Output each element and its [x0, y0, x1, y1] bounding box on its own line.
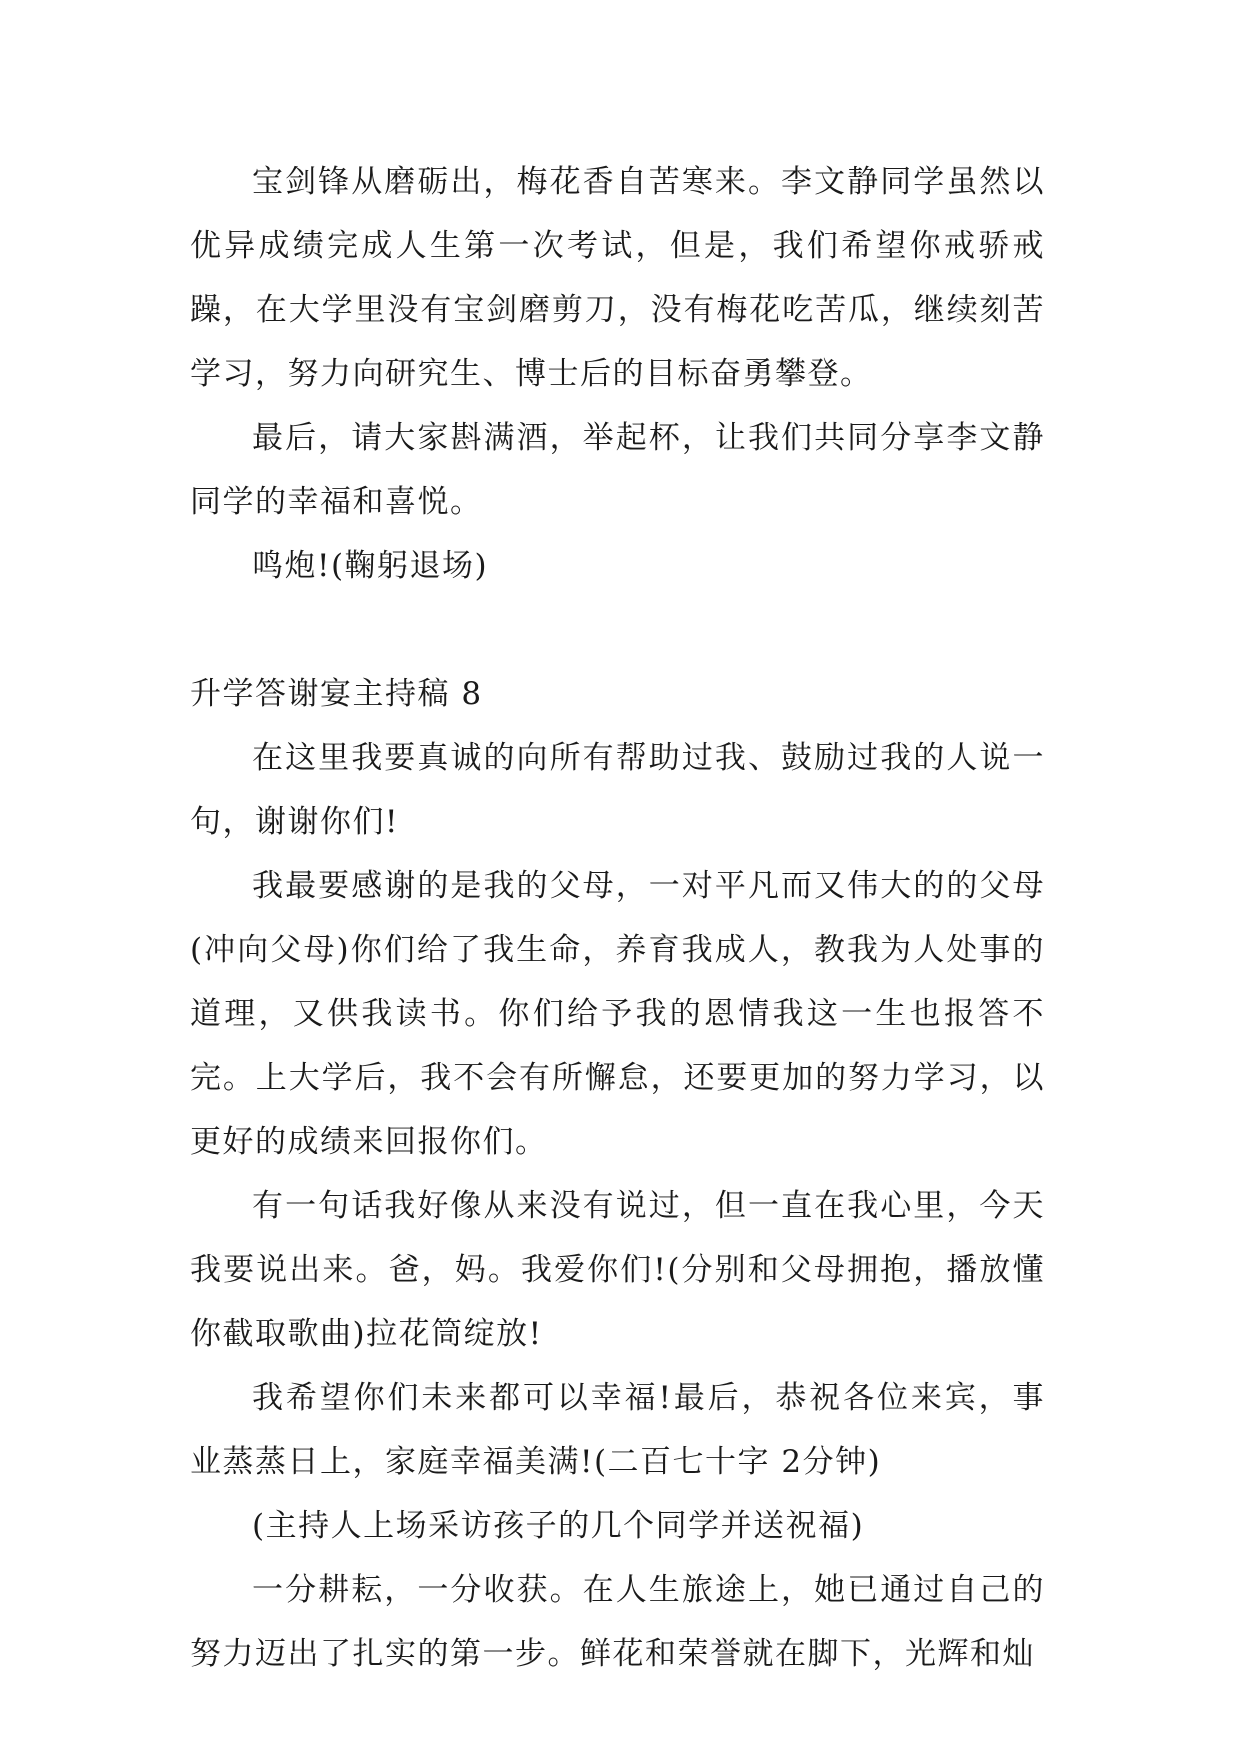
paragraph: 有一句话我好像从来没有说过，但一直在我心里，今天我要说出来。爸，妈。我爱你们!(分别和父母拥抱，播放懂你截取歌曲)拉花筒绽放!: [190, 1188, 1045, 1352]
paragraph: 宝剑锋从磨砺出，梅花香自苦寒来。李文静同学虽然以优异成绩完成人生第一次考试，但是，我们希望你戒骄戒躁，在大学里没有宝剑磨剪刀，没有梅花吃苦瓜，继续刻苦学习，努力向研究生、博士后的目标奋勇攀登。: [190, 164, 1045, 392]
paragraph: 我希望你们未来都可以幸福!最后，恭祝各位来宾，事业蒸蒸日上，家庭幸福美满!(二百七十字 2分钟): [190, 1380, 1045, 1480]
paragraph: 在这里我要真诚的向所有帮助过我、鼓励过我的人说一句，谢谢你们!: [190, 740, 1045, 840]
paragraph: 最后，请大家斟满酒，举起杯，让我们共同分享李文静同学的幸福和喜悦。: [190, 420, 1045, 520]
paragraph: 一分耕耘，一分收获。在人生旅途上，她已通过自己的努力迈出了扎实的第一步。鲜花和荣誉就在脚下，光辉和灿: [190, 1572, 1045, 1672]
paragraph: (主持人上场采访孩子的几个同学并送祝福): [252, 1508, 865, 1544]
paragraph: 鸣炮!(鞠躬退场): [252, 548, 489, 584]
document-body: [190, 150, 1045, 1686]
paragraph: 我最要感谢的是我的父母，一对平凡而又伟大的的父母(冲向父母)你们给了我生命，养育我成人，教我为人处事的道理，又供我读书。你们给予我的恩情我这一生也报答不完。上大学后，我不会有所懈怠，还要更加的努力学习，以更好的成绩来回报你们。: [190, 868, 1045, 1160]
section-heading: 升学答谢宴主持稿 8: [190, 676, 483, 712]
